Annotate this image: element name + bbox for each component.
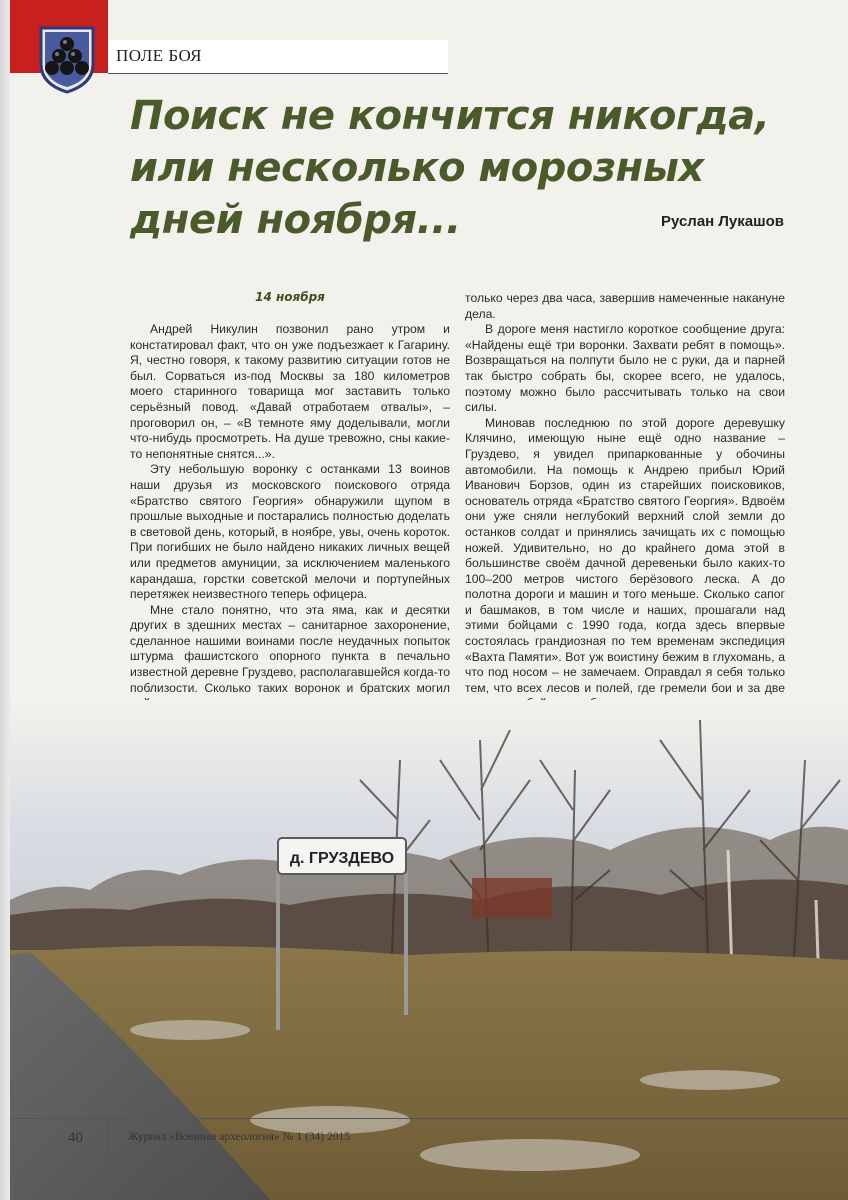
date-heading: 14 ноября	[255, 290, 325, 304]
title-line: Поиск не кончится никогда,	[130, 93, 770, 139]
paragraph: Миновав последнюю по этой дороге деревушку Клячино, имеющую ныне ещё одно название – Груздево, я увидел припаркованные у обочины автомобили. На помощь к Андрею прибыл Юрий Иванович Борзов, один из старейших поисковиков, основатель отряда «Братство святого Георгия». Вдвоём они уже сняли неглубокий верхний слой земли до останков солдат и принялись зачищать их с помощью ножей. Удивительно, но до крайнего дома этой в большинстве своём дачной деревеньки было каких-то 100–200 метров чистого берёзового леска. А до полотна дороги и машин и того меньше. Сколько сапог и башмаков, в том числе и наших, прошагали над этими бойцами с 1990 года, когда здесь впервые состоялась грандиозная по тем временам экспедиция «Вахта Памяти». Вот уж воистину бежим в глухомань, а что под носом – не замечаем. Оправдал я себя только тем, что всех лесов и полей, где гремели бои и за две	[465, 415, 785, 695]
paragraph: Мне стало понятно, что эта яма, как и десятки других в здешних местах – санитарное захоронение, сделанное нашими воинами после неудачных попыток штурма фашистского опорного пункта в печально известной деревне Груздево, располагавшейся когда-то поблизости. Сколько таких воронок и братских могил	[130, 602, 450, 695]
text-column-left	[130, 322, 450, 759]
paragraph: В дороге меня настигло короткое сообщение друга: «Найдены ещё три воронки. Захвати ребят в помощь». Возвращаться на полпути было не с руки, да и парней так быстро собрать бы, скорее всего, не удалось, поэтому можно было рассчитывать только на свои силы.	[465, 322, 785, 415]
paragraph: Андрей Никулин позвонил рано утром и констатировал факт, что он уже подъезжает к Гагарину. Я, честно говоря, к такому развитию ситуации готов не был. Сорваться из-под Москвы за 180 километров моего старинного товарища мог заставить только серьёзный повод. «Давай отработаем отвалы», – проговорил он, – «В темноте яму доделывали, могли что-нибудь просмотреть. На душе тревожно, сны какие-то непонятные снятся...».	[130, 322, 450, 461]
cannonballs-badge-icon	[38, 24, 96, 94]
footer-divider	[108, 1118, 109, 1158]
journal-name: Журнал «Военная археология» № 1 (34) 2015	[128, 1131, 351, 1143]
page-number: 40	[68, 1130, 83, 1146]
page-edge	[0, 0, 10, 1200]
page-footer	[10, 1118, 848, 1200]
title-line: или несколько морозных	[130, 145, 704, 191]
village-sign-text: д. ГРУЗДЕВО	[289, 850, 395, 867]
footer-rule	[10, 1118, 848, 1119]
text-column-right	[465, 291, 785, 759]
section-label: ПОЛЕ БОЯ	[116, 46, 202, 65]
paragraph: Эту небольшую воронку с останками 13 воинов наши друзья из московского поискового отряда «Братство святого Георгия» обнаружили щупом в прошлые выходные и постарались полностью доделать в световой день, который, в ноябре, увы, очень короток. При погибших не было найдено никаких личных вещей или предметов амуниции, за исключением маленького карандаша, горстки советской мелочи и портупейных перетяжек неизвестного теперь офицера.	[130, 462, 450, 602]
paragraph: только через два часа, завершив намеченные накануне дела.	[465, 291, 785, 321]
article-author: Руслан Лукашов	[660, 213, 784, 230]
title-line: дней ноября...	[130, 197, 461, 243]
